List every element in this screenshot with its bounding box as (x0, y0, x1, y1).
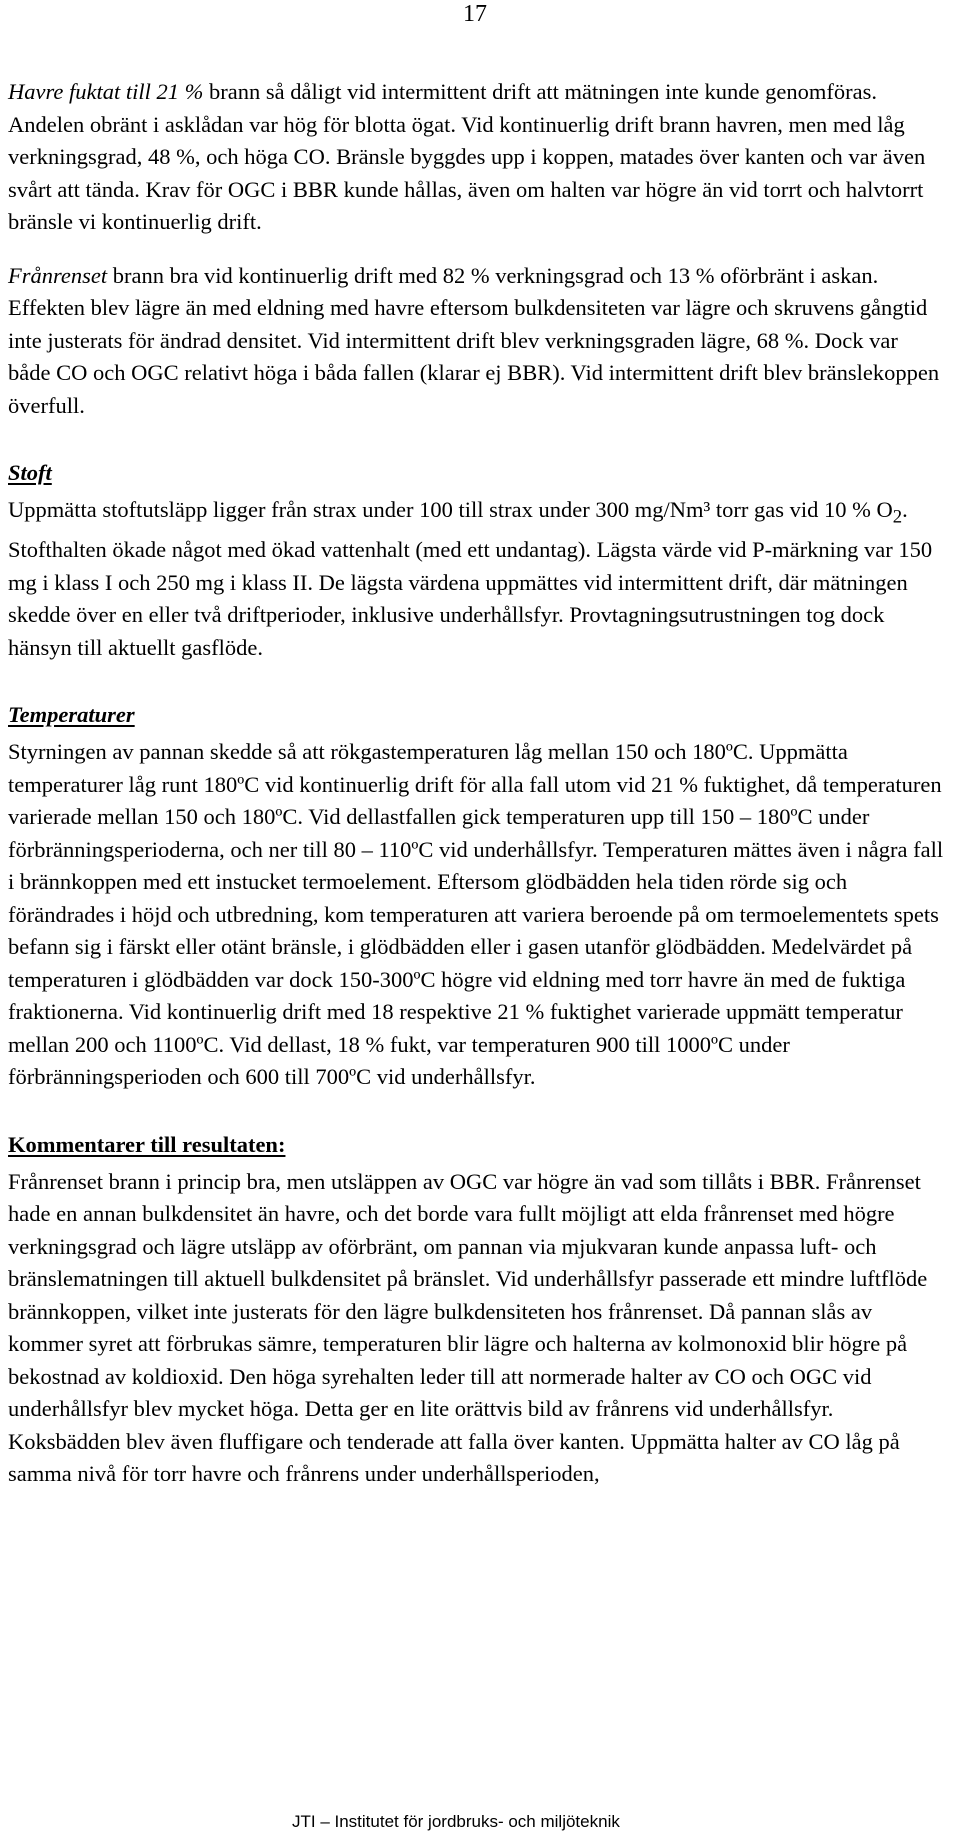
page-number: 17 (463, 1, 487, 27)
paragraph-stoft (8, 494, 944, 664)
stoft-subscript: 2 (892, 506, 903, 528)
spacer (8, 422, 944, 458)
paragraph-temperaturer: Styrningen av pannan skedde så att rökgastemperaturen låg mellan 150 och 180ºC. Uppmätta temperaturer låg runt 180ºC vid kontinuerlig drift för alla fall utom vid 21 % fuktighet, då temperaturen varierade mellan 150 och 180ºC. Vid dellastfallen gick temperaturen upp till 150 – 180ºC under förbränningsperioderna, och ner till 80 – 110ºC vid underhållsfyr. Temperaturen mättes även i några fall i brännkoppen med ett instucket termoelement. Eftersom glödbädden hela tiden rörde sig och förändrades i höjd och utbredning, kom temperaturen att variera beroende på om termoelementets spets befann sig i färskt eller otänt bränsle, i glödbädden eller i gasen utanför glödbädden. Medelvärdet på temperaturen i glödbädden var dock 150-300ºC högre vid eldning med torr havre än med de fuktiga fraktionerna. Vid kontinuerlig drift med 18 respektive 21 % fuktighet varierade uppmätt temperatur mellan 200 och 1100ºC. Vid dellast, 18 % fukt, var temperaturen 900 till 1000ºC under förbränningsperioden och 600 till 700ºC vid underhållsfyr. (8, 739, 944, 1089)
document-body (8, 76, 944, 1491)
spacer (8, 239, 944, 260)
paragraph-franrenset (8, 260, 944, 423)
section-heading-temperaturer: Temperaturer (8, 702, 135, 727)
franrenset-text: brann bra vid kontinuerlig drift med 82 % verkningsgrad och 13 % oförbränt i askan. Effekten blev lägre än med eldning med havre eftersom bulkdensiteten var lägre och skruvens gångtid inte justerats för ändrad densitet. Vid intermittent drift blev verkningsgraden lägre, 68 %. Dock var både CO och OGC relativt höga i båda fallen (klarar ej BBR). Vid intermittent drift blev bränslekoppen överfull. (8, 262, 940, 418)
stoft-text-before-sub: Uppmätta stoftutsläpp ligger från strax under 100 till strax under 300 mg/Nm³ torr gas vid 10 % O (8, 497, 893, 522)
spacer (8, 1094, 944, 1130)
havre-text: brann så dåligt vid intermittent drift att mätningen inte kunde genomföras. Andelen obränt i asklådan var hög för blotta ögat. Vid kontinuerlig drift brann havren, men med låg verkningsgrad, 48 %, och höga CO. Bränsle byggdes upp i koppen, matades över kanten och var även svårt att tända. Krav för OGC i BBR kunde hållas, även om halten var högre än vid torrt och halvtorrt bränsle vi kontinuerlig drift. (8, 79, 926, 234)
franrenset-lead: Frånrenset (8, 262, 108, 288)
paragraph-kommentarer: Frånrenset brann i princip bra, men utsläppen av OGC var högre än vad som tillåts i BBR. Frånrenset hade en annan bulkdensitet än havre, och det borde vara fullt möjligt att elda frånrenset med högre verkningsgrad och lägre utsläpp av oförbränt, om pannan via mjukvaran kunde anpassa luft- och bränslematningen till aktuell bulkdensitet på bränslet. Vid underhållsfyr passerade ett mindre luftflöde brännkoppen, vilket inte justerats för den lägre bulkdensiteten hos frånrenset. Då pannan slås av kommer syret att förbrukas sämre, temperaturen blir lägre och halterna av kolmonoxid blir högre på bekostnad av koldioxid. Den höga syrehalten leder till att normerade halter av CO och OGC vid underhållsfyr blev mycket höga. Detta ger en lite orättvis bild av frånrens vid underhållsfyr. Koksbädden blev även fluffigare och tenderade att falla över kanten. Uppmätta halter av CO låg på samma nivå för torr havre och frånrens under underhållsperioden, (8, 1168, 928, 1486)
paragraph-havre (8, 76, 944, 239)
stoft-text-after-sub: . Stofthalten ökade något med ökad vattenhalt (med ett undantag). Lägsta värde vid P-märkning var 150 mg i klass I och 250 mg i klass II. De lägsta värdena uppmättes vid intermittent drift, där mätningen skedde över en eller två driftperioder, inklusive underhållsfyr. Provtagningsutrustningen tog dock hänsyn till aktuellt gasflöde. (8, 497, 933, 660)
spacer (8, 664, 944, 700)
section-heading-stoft: Stoft (8, 460, 52, 485)
havre-lead: Havre fuktat till 21 % (8, 79, 204, 104)
page-footer: JTI – Institutet för jordbruks- och miljöteknik (292, 1812, 620, 1831)
section-heading-kommentarer: Kommentarer till resultaten: (8, 1131, 286, 1157)
